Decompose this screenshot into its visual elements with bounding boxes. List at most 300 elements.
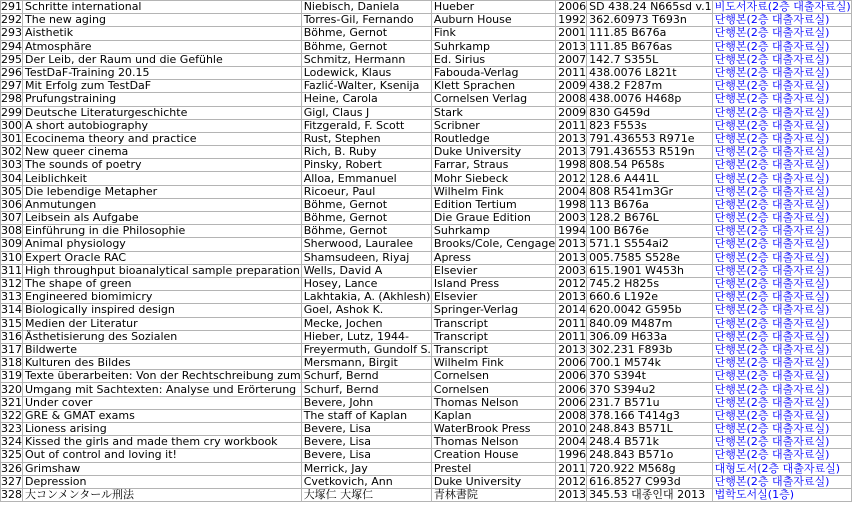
call-number-cell[interactable]: 615.1901 W453h [587, 264, 713, 277]
title-cell[interactable]: Medien der Literatur [23, 317, 302, 330]
call-number-cell[interactable]: 720.922 M568g [587, 462, 713, 475]
title-cell[interactable]: The new aging [23, 14, 302, 27]
location-cell[interactable]: 단행본(2층 대출자료실) [712, 27, 851, 40]
table-row [1, 238, 852, 251]
title-cell[interactable]: Leibsein als Aufgabe [23, 212, 302, 225]
title-cell[interactable]: Der Leib, der Raum und die Gefühle [23, 53, 302, 66]
call-number-cell[interactable]: 306.09 H633a [587, 330, 713, 343]
title-cell[interactable]: Deutsche Literaturgeschichte [23, 106, 302, 119]
call-number-cell[interactable]: 111.85 B676a [587, 27, 713, 40]
year-cell[interactable]: 2006 [556, 383, 587, 396]
table-row [1, 132, 852, 145]
author-cell[interactable]: Pinsky, Robert [301, 159, 431, 172]
call-number-cell[interactable]: 362.60973 T693n [587, 14, 713, 27]
year-cell[interactable]: 1992 [556, 14, 587, 27]
title-cell[interactable]: Under cover [23, 396, 302, 409]
row-number-cell[interactable]: 307 [1, 211, 22, 225]
author-cell[interactable]: Hosey, Lance [301, 277, 431, 290]
author-cell[interactable]: Heine, Carola [301, 93, 431, 106]
publisher-cell[interactable]: Mohr Siebeck [431, 172, 555, 185]
year-cell[interactable]: 2006 [556, 370, 587, 383]
location-cell[interactable]: 대형도서(2층 대출자료실) [712, 462, 851, 475]
author-cell[interactable]: Mecke, Jochen [301, 317, 431, 330]
year-cell[interactable]: 2006 [556, 357, 587, 370]
publisher-cell[interactable]: Cornelsen Verlag [431, 93, 555, 106]
call-number-cell[interactable]: 248.4 B571k [587, 436, 713, 449]
title-cell[interactable]: Expert Oracle RAC [23, 251, 302, 264]
author-cell[interactable]: Shamsudeen, Riyaj [301, 251, 431, 264]
table-row [1, 383, 852, 396]
author-cell[interactable]: Freyermuth, Gundolf S. [301, 343, 431, 356]
location-cell[interactable]: 단행본(2층 대출자료실) [712, 251, 851, 264]
publisher-cell[interactable]: Creation House [431, 449, 555, 462]
year-cell[interactable]: 2013 [556, 251, 587, 264]
title-cell[interactable]: Anmutungen [23, 198, 302, 211]
location-cell[interactable]: 단행본(2층 대출자료실) [712, 291, 851, 304]
table-row [1, 106, 852, 119]
author-cell[interactable]: Ricoeur, Paul [301, 185, 431, 198]
location-cell[interactable]: 단행본(2층 대출자료실) [712, 317, 851, 330]
row-number-cell[interactable]: 291 [1, 0, 22, 14]
location-cell[interactable]: 단행본(2층 대출자료실) [712, 370, 851, 383]
year-cell[interactable]: 1996 [556, 449, 587, 462]
year-cell[interactable]: 2001 [556, 27, 587, 40]
author-cell[interactable]: Schurf, Bernd [301, 383, 431, 396]
year-cell[interactable]: 2012 [556, 172, 587, 185]
title-cell[interactable]: Out of control and loving it! [23, 449, 302, 462]
publisher-cell[interactable]: Duke University [431, 475, 555, 488]
table-row [1, 80, 852, 93]
call-number-cell[interactable]: SD 438.24 N665sd v.1 [587, 1, 713, 14]
row-number-cell[interactable]: 315 [1, 316, 22, 330]
row-number-cell[interactable]: 304 [1, 171, 22, 185]
table-row [1, 475, 852, 488]
location-cell[interactable]: 단행본(2층 대출자료실) [712, 198, 851, 211]
location-cell[interactable]: 단행본(2층 대출자료실) [712, 343, 851, 356]
call-number-cell[interactable]: 438.0076 L821t [587, 66, 713, 79]
call-number-cell[interactable]: 231.7 B571u [587, 396, 713, 409]
year-cell[interactable]: 2011 [556, 66, 587, 79]
title-cell[interactable]: Ästhetisierung des Sozialen [23, 330, 302, 343]
publisher-cell[interactable]: Springer-Verlag [431, 304, 555, 317]
year-cell[interactable]: 1998 [556, 159, 587, 172]
location-cell[interactable]: 단행본(2층 대출자료실) [712, 238, 851, 251]
call-number-cell[interactable]: 128.2 B676L [587, 212, 713, 225]
table-row [1, 436, 852, 449]
year-cell[interactable]: 2011 [556, 462, 587, 475]
author-cell[interactable]: Bevere, Lisa [301, 436, 431, 449]
table-row [1, 27, 852, 40]
publisher-cell[interactable]: Suhrkamp [431, 40, 555, 53]
author-cell[interactable]: Rust, Stephen [301, 132, 431, 145]
row-number-cell[interactable]: 300 [1, 118, 22, 132]
title-cell[interactable]: Biologically inspired design [23, 304, 302, 317]
publisher-cell[interactable]: Edition Tertium [431, 198, 555, 211]
title-cell[interactable]: Schritte international [23, 1, 302, 14]
call-number-cell[interactable]: 142.7 S355L [587, 53, 713, 66]
call-number-cell[interactable]: 378.166 T414g3 [587, 409, 713, 422]
table-row [1, 212, 852, 225]
row-number-cell[interactable]: 322 [1, 408, 22, 422]
publisher-cell[interactable]: Routledge [431, 132, 555, 145]
author-cell[interactable]: The staff of Kaplan [301, 409, 431, 422]
title-cell[interactable]: Depression [23, 475, 302, 488]
location-cell[interactable]: 단행본(2층 대출자료실) [712, 119, 851, 132]
call-number-cell[interactable]: 823 F553s [587, 119, 713, 132]
year-cell[interactable]: 2013 [556, 291, 587, 304]
table-row [1, 172, 852, 185]
row-number-cell[interactable]: 293 [1, 26, 22, 40]
publisher-cell[interactable]: Wilhelm Fink [431, 185, 555, 198]
row-number-cell[interactable]: 324 [1, 435, 22, 449]
year-cell[interactable]: 2006 [556, 1, 587, 14]
table-row [1, 66, 852, 79]
row-number-cell[interactable]: 312 [1, 277, 22, 291]
author-cell[interactable]: Fitzgerald, F. Scott [301, 119, 431, 132]
title-cell[interactable]: The shape of green [23, 277, 302, 290]
location-cell[interactable]: 단행본(2층 대출자료실) [712, 449, 851, 462]
row-number-cell[interactable]: 319 [1, 369, 22, 383]
call-number-cell[interactable]: 370 S394t [587, 370, 713, 383]
location-cell[interactable]: 단행본(2층 대출자료실) [712, 264, 851, 277]
location-cell[interactable]: 단행본(2층 대출자료실) [712, 66, 851, 79]
location-cell[interactable]: 단행본(2층 대출자료실) [712, 409, 851, 422]
author-cell[interactable]: Alloa, Emmanuel [301, 172, 431, 185]
row-number-cell[interactable]: 320 [1, 382, 22, 396]
title-cell[interactable]: 大コンメンタール刑法 [23, 488, 302, 501]
author-cell[interactable]: Niebisch, Daniela [301, 1, 431, 14]
year-cell[interactable]: 2008 [556, 93, 587, 106]
author-cell[interactable]: Fazlić-Walter, Ksenija [301, 80, 431, 93]
publisher-cell[interactable]: Transcript [431, 317, 555, 330]
year-cell[interactable]: 2013 [556, 488, 587, 501]
call-number-cell[interactable]: 840.09 M487m [587, 317, 713, 330]
publisher-cell[interactable]: Hueber [431, 1, 555, 14]
publisher-cell[interactable]: Elsevier [431, 264, 555, 277]
year-cell[interactable]: 2011 [556, 119, 587, 132]
title-cell[interactable]: Bildwerte [23, 343, 302, 356]
row-number-cell[interactable]: 313 [1, 290, 22, 304]
table-row [1, 370, 852, 383]
table-row [1, 343, 852, 356]
table-row [1, 330, 852, 343]
call-number-cell[interactable]: 808 R541m3Gr [587, 185, 713, 198]
location-cell[interactable]: 단행본(2층 대출자료실) [712, 40, 851, 53]
row-number-cell[interactable]: 326 [1, 461, 22, 475]
row-number-cell[interactable]: 327 [1, 474, 22, 488]
row-number-cell[interactable]: 303 [1, 158, 22, 172]
author-cell[interactable]: Wells, David A [301, 264, 431, 277]
year-cell[interactable]: 1998 [556, 198, 587, 211]
title-cell[interactable]: Einführung in die Philosophie [23, 225, 302, 238]
row-number-cell[interactable]: 292 [1, 13, 22, 27]
title-cell[interactable]: TestDaF-Training 20.15 [23, 66, 302, 79]
year-cell[interactable]: 1994 [556, 225, 587, 238]
year-cell[interactable]: 2013 [556, 40, 587, 53]
publisher-cell[interactable]: WaterBrook Press [431, 423, 555, 436]
publisher-cell[interactable]: Stark [431, 106, 555, 119]
publisher-cell[interactable]: Scribner [431, 119, 555, 132]
title-cell[interactable]: High throughput bioanalytical sample preparation [23, 264, 302, 277]
year-cell[interactable]: 2004 [556, 436, 587, 449]
publisher-cell[interactable]: Apress [431, 251, 555, 264]
location-cell[interactable]: 단행본(2층 대출자료실) [712, 423, 851, 436]
year-cell[interactable]: 2009 [556, 106, 587, 119]
row-number-cell[interactable]: 308 [1, 224, 22, 238]
location-cell[interactable]: 단행본(2층 대출자료실) [712, 93, 851, 106]
author-cell[interactable]: Bevere, John [301, 396, 431, 409]
year-cell[interactable]: 2009 [556, 80, 587, 93]
title-cell[interactable]: The sounds of poetry [23, 159, 302, 172]
call-number-cell[interactable]: 370 S394u2 [587, 383, 713, 396]
call-number-cell[interactable]: 700.1 M574k [587, 357, 713, 370]
table-row [1, 1, 852, 14]
author-cell[interactable]: Böhme, Gernot [301, 225, 431, 238]
call-number-cell[interactable]: 248.843 B571L [587, 423, 713, 436]
call-number-cell[interactable]: 571.1 S554ai2 [587, 238, 713, 251]
call-number-cell[interactable]: 791.436553 R971e [587, 132, 713, 145]
location-cell[interactable]: 비도서자료(2층 대출자료실) [712, 1, 851, 14]
year-cell[interactable]: 2003 [556, 212, 587, 225]
row-number-cell[interactable]: 295 [1, 52, 22, 66]
author-cell[interactable]: 大塚仁 大塚仁 [301, 488, 431, 501]
table-row [1, 185, 852, 198]
author-cell[interactable]: Böhme, Gernot [301, 212, 431, 225]
publisher-cell[interactable]: Cornelsen [431, 370, 555, 383]
location-cell[interactable]: 단행본(2층 대출자료실) [712, 212, 851, 225]
title-cell[interactable]: Animal physiology [23, 238, 302, 251]
row-number-cell[interactable]: 302 [1, 145, 22, 159]
location-cell[interactable]: 단행본(2층 대출자료실) [712, 330, 851, 343]
title-cell[interactable]: Engineered biomimicry [23, 291, 302, 304]
year-cell[interactable]: 2006 [556, 396, 587, 409]
row-number-cell[interactable]: 318 [1, 356, 22, 370]
title-cell[interactable]: GRE & GMAT exams [23, 409, 302, 422]
publisher-cell[interactable]: Island Press [431, 277, 555, 290]
table-row [1, 225, 852, 238]
author-cell[interactable]: Cvetkovich, Ann [301, 475, 431, 488]
author-cell[interactable]: Lakhtakia, A. (Akhlesh) [301, 291, 431, 304]
publisher-cell[interactable]: Thomas Nelson [431, 396, 555, 409]
author-cell[interactable]: Merrick, Jay [301, 462, 431, 475]
call-number-cell[interactable]: 005.7585 S528e [587, 251, 713, 264]
author-cell[interactable]: Sherwood, Lauralee [301, 238, 431, 251]
table-row [1, 488, 852, 501]
row-number-cell[interactable]: 310 [1, 250, 22, 264]
title-cell[interactable]: Umgang mit Sachtexten: Analyse und Erörterung [23, 383, 302, 396]
call-number-cell[interactable]: 345.53 대종인대 2013 [587, 488, 713, 501]
title-cell[interactable]: Prufungstraining [23, 93, 302, 106]
row-number-cell[interactable]: 299 [1, 105, 22, 119]
author-cell[interactable]: Schurf, Bernd [301, 370, 431, 383]
table-row [1, 291, 852, 304]
publisher-cell[interactable]: Cornelsen [431, 383, 555, 396]
year-cell[interactable]: 2011 [556, 317, 587, 330]
title-cell[interactable]: Mit Erfolg zum TestDaF [23, 80, 302, 93]
author-cell[interactable]: Mersmann, Birgit [301, 357, 431, 370]
location-cell[interactable]: 단행본(2층 대출자료실) [712, 396, 851, 409]
title-cell[interactable]: New queer cinema [23, 146, 302, 159]
row-number-cell[interactable]: 328 [1, 488, 22, 502]
title-cell[interactable]: Aisthetik [23, 27, 302, 40]
publisher-cell[interactable]: Suhrkamp [431, 225, 555, 238]
call-number-cell[interactable]: 660.6 L192e [587, 291, 713, 304]
author-cell[interactable]: Goel, Ashok K. [301, 304, 431, 317]
call-number-cell[interactable]: 111.85 B676as [587, 40, 713, 53]
title-cell[interactable]: Kulturen des Bildes [23, 357, 302, 370]
title-cell[interactable]: Die lebendige Metapher [23, 185, 302, 198]
location-cell[interactable]: 단행본(2층 대출자료실) [712, 14, 851, 27]
author-cell[interactable]: Böhme, Gernot [301, 40, 431, 53]
location-cell[interactable]: 단행본(2층 대출자료실) [712, 304, 851, 317]
author-cell[interactable]: Bevere, Lisa [301, 423, 431, 436]
call-number-cell[interactable]: 745.2 H825s [587, 277, 713, 290]
author-cell[interactable]: Torres-Gil, Fernando [301, 14, 431, 27]
table-row [1, 14, 852, 27]
location-cell[interactable]: 단행본(2층 대출자료실) [712, 383, 851, 396]
location-cell[interactable]: 단행본(2층 대출자료실) [712, 225, 851, 238]
author-cell[interactable]: Lodewick, Klaus [301, 66, 431, 79]
call-number-cell[interactable]: 438.2 F287m [587, 80, 713, 93]
table-row [1, 159, 852, 172]
publisher-cell[interactable]: Farrar, Straus [431, 159, 555, 172]
row-number-cell[interactable]: 296 [1, 66, 22, 80]
year-cell[interactable]: 2010 [556, 423, 587, 436]
year-cell[interactable]: 2014 [556, 304, 587, 317]
author-cell[interactable]: Hieber, Lutz, 1944- [301, 330, 431, 343]
year-cell[interactable]: 2011 [556, 330, 587, 343]
author-cell[interactable]: Rich, B. Ruby [301, 146, 431, 159]
table-row [1, 304, 852, 317]
year-cell[interactable]: 2012 [556, 475, 587, 488]
publisher-cell[interactable]: Ed. Sirius [431, 53, 555, 66]
location-cell[interactable]: 단행본(2층 대출자료실) [712, 53, 851, 66]
author-cell[interactable]: Böhme, Gernot [301, 198, 431, 211]
call-number-cell[interactable]: 791.436553 R519n [587, 146, 713, 159]
row-number-cell[interactable]: 314 [1, 303, 22, 317]
location-cell[interactable]: 단행본(2층 대출자료실) [712, 106, 851, 119]
row-number-cell[interactable]: 306 [1, 197, 22, 211]
call-number-cell[interactable]: 113 B676a [587, 198, 713, 211]
title-cell[interactable]: Atmosphäre [23, 40, 302, 53]
table-row [1, 409, 852, 422]
title-cell[interactable]: Lioness arising [23, 423, 302, 436]
table-row [1, 317, 852, 330]
table-row [1, 423, 852, 436]
call-number-cell[interactable]: 620.0042 G595b [587, 304, 713, 317]
call-number-cell[interactable]: 438.0076 H468p [587, 93, 713, 106]
table-row [1, 119, 852, 132]
publisher-cell[interactable]: Kaplan [431, 409, 555, 422]
publisher-cell[interactable]: 青林書院 [431, 488, 555, 501]
row-number-cell[interactable]: 305 [1, 184, 22, 198]
year-cell[interactable]: 2004 [556, 185, 587, 198]
publisher-cell[interactable]: Fabouda-Verlag [431, 66, 555, 79]
author-cell[interactable]: Schmitz, Hermann [301, 53, 431, 66]
title-cell[interactable]: Grimshaw [23, 462, 302, 475]
location-cell[interactable]: 단행본(2층 대출자료실) [712, 277, 851, 290]
year-cell[interactable]: 2013 [556, 343, 587, 356]
title-cell[interactable]: Texte überarbeiten: Von der Rechtschreibung zum [23, 370, 302, 383]
publisher-cell[interactable]: Wilhelm Fink [431, 357, 555, 370]
call-number-cell[interactable]: 616.8527 C993d [587, 475, 713, 488]
location-cell[interactable]: 단행본(2층 대출자료실) [712, 159, 851, 172]
location-cell[interactable]: 단행본(2층 대출자료실) [712, 436, 851, 449]
year-cell[interactable]: 2008 [556, 409, 587, 422]
title-cell[interactable]: Kissed the girls and made them cry workbook [23, 436, 302, 449]
publisher-cell[interactable]: Brooks/Cole, Cengage [431, 238, 555, 251]
author-cell[interactable]: Böhme, Gernot [301, 27, 431, 40]
location-cell[interactable]: 단행본(2층 대출자료실) [712, 132, 851, 145]
publisher-cell[interactable]: Thomas Nelson [431, 436, 555, 449]
publisher-cell[interactable]: Elsevier [431, 291, 555, 304]
year-cell[interactable]: 2013 [556, 132, 587, 145]
title-cell[interactable]: A short autobiography [23, 119, 302, 132]
author-cell[interactable]: Bevere, Lisa [301, 449, 431, 462]
title-cell[interactable]: Leiblichkeit [23, 172, 302, 185]
location-cell[interactable]: 단행본(2층 대출자료실) [712, 185, 851, 198]
location-cell[interactable]: 법학도서실(1층) [712, 488, 851, 501]
publisher-cell[interactable]: Prestel [431, 462, 555, 475]
publisher-cell[interactable]: Transcript [431, 343, 555, 356]
author-cell[interactable]: Gigl, Claus J [301, 106, 431, 119]
row-number-cell[interactable]: 301 [1, 131, 22, 145]
row-number-cell[interactable]: 317 [1, 342, 22, 356]
call-number-cell[interactable]: 808.54 P658s [587, 159, 713, 172]
row-number-cell[interactable]: 321 [1, 395, 22, 409]
row-number-cell[interactable]: 297 [1, 79, 22, 93]
row-number-cell[interactable]: 311 [1, 263, 22, 277]
year-cell[interactable]: 2007 [556, 53, 587, 66]
year-cell[interactable]: 2013 [556, 238, 587, 251]
location-cell[interactable]: 단행본(2층 대출자료실) [712, 146, 851, 159]
year-cell[interactable]: 2013 [556, 146, 587, 159]
row-number-cell[interactable]: 323 [1, 422, 22, 436]
year-cell[interactable]: 2003 [556, 264, 587, 277]
publisher-cell[interactable]: Fink [431, 27, 555, 40]
year-cell[interactable]: 2012 [556, 277, 587, 290]
publisher-cell[interactable]: Die Graue Edition [431, 212, 555, 225]
call-number-cell[interactable]: 100 B676e [587, 225, 713, 238]
table-row [1, 251, 852, 264]
table-body [1, 1, 852, 502]
table-row [1, 198, 852, 211]
publisher-cell[interactable]: Klett Sprachen [431, 80, 555, 93]
call-number-cell[interactable]: 302.231 F893b [587, 343, 713, 356]
title-cell[interactable]: Ecocinema theory and practice [23, 132, 302, 145]
call-number-cell[interactable]: 248.843 B571o [587, 449, 713, 462]
call-number-cell[interactable]: 830 G459d [587, 106, 713, 119]
publisher-cell[interactable]: Transcript [431, 330, 555, 343]
row-number-cell[interactable]: 325 [1, 448, 22, 462]
table-row [1, 93, 852, 106]
table-row [1, 462, 852, 475]
row-number-cell[interactable]: 294 [1, 39, 22, 53]
publisher-cell[interactable]: Duke University [431, 146, 555, 159]
publisher-cell[interactable]: Auburn House [431, 14, 555, 27]
table-row [1, 449, 852, 462]
row-number-cell[interactable]: 298 [1, 92, 22, 106]
row-number-cell[interactable]: 309 [1, 237, 22, 251]
location-cell[interactable]: 단행본(2층 대출자료실) [712, 357, 851, 370]
location-cell[interactable]: 단행본(2층 대출자료실) [712, 80, 851, 93]
table-row [1, 40, 852, 53]
location-cell[interactable]: 단행본(2층 대출자료실) [712, 475, 851, 488]
call-number-cell[interactable]: 128.6 A441L [587, 172, 713, 185]
table-row [1, 264, 852, 277]
row-number-cell[interactable]: 316 [1, 329, 22, 343]
location-cell[interactable]: 단행본(2층 대출자료실) [712, 172, 851, 185]
